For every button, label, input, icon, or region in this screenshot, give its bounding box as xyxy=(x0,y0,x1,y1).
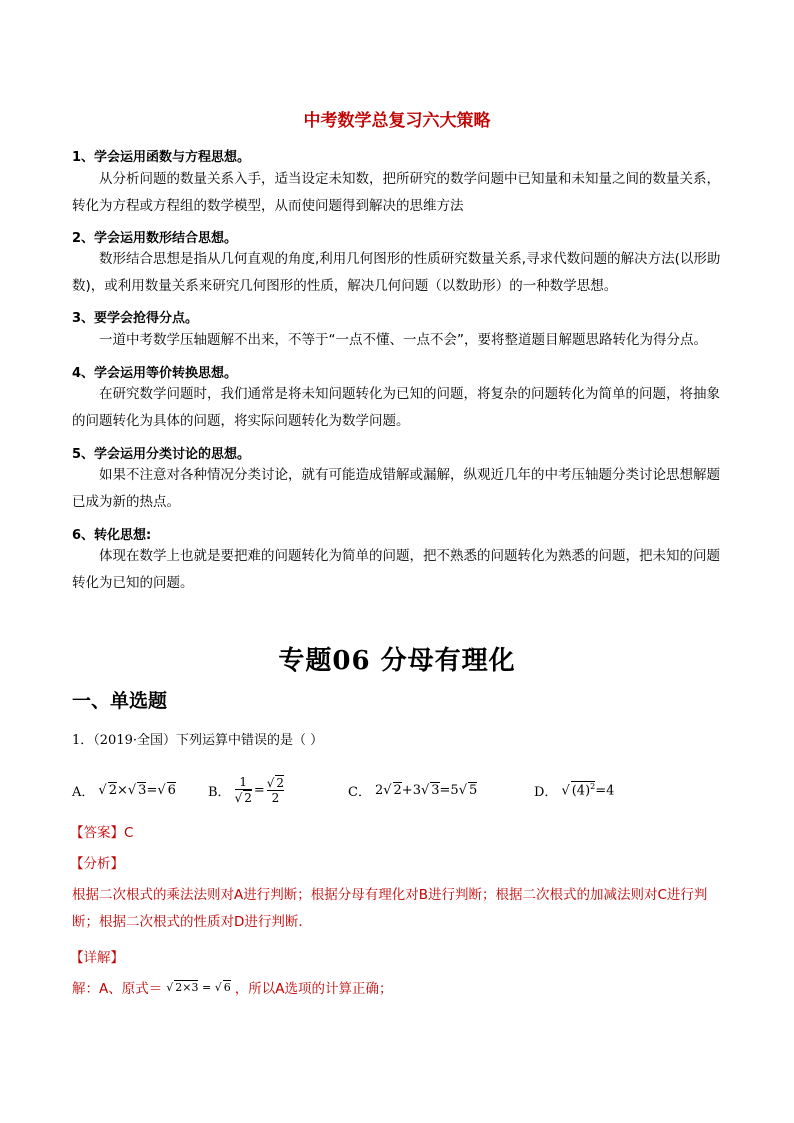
strategy-6-heading: 6、转化思想: xyxy=(72,528,152,543)
analysis-label: 【分析】 xyxy=(70,856,124,872)
option-a-label: A． xyxy=(72,784,95,800)
strategy-4-body: 在研究数学问题时，我们通常是将未知问题转化为已知的问题，将复杂的问题转化为简单的问题，将抽象的问题转化为具体的问题，将实际问题转化为数学问题。 xyxy=(72,386,720,429)
option-b-label: B． xyxy=(208,784,231,800)
question-stem: 1．（2019·全国）下列运算中错误的是（ ） xyxy=(72,733,324,748)
strategy-1-body: 从分析问题的数量关系入手，适当设定未知数，把所研究的数学问题中已知量和未知量之间的数量关系，转化为方程或方程组的数学模型，从而使问题得到解决的思维方法 xyxy=(72,171,720,214)
answer-label: 【答案】C xyxy=(70,825,134,841)
answer-options xyxy=(72,772,732,808)
strategy-6-body: 体现在数学上也就是要把难的问题转化为简单的问题，把不熟悉的问题转化为熟悉的问题，把未知的问题转化为已知的问题。 xyxy=(72,548,720,591)
option-d-label: D． xyxy=(534,784,558,800)
detail-label: 【详解】 xyxy=(70,950,124,966)
strategy-title: 中考数学总复习六大策略 xyxy=(303,111,491,131)
solution-line xyxy=(72,977,392,997)
section-heading: 一、单选题 xyxy=(72,690,168,712)
option-d xyxy=(534,772,614,808)
strategy-1-heading: 1、学会运用函数与方程思想。 xyxy=(72,150,251,165)
option-d-expression: √ $(4)^2=4$ xyxy=(561,782,615,799)
solution-prefix: 解：A、原式＝ xyxy=(72,981,163,997)
option-a xyxy=(72,772,176,808)
solution-suffix: ，所以A选项的计算正确； xyxy=(234,981,393,997)
strategy-2-body: 数形结合思想是指从几何直观的角度,利用几何图形的性质研究数量关系,寻求代数问题的解决方法(以形助数)，或利用数量关系来研究几何图形的性质，解决几何问题（以数助形）的一种数学思想。 xyxy=(72,251,721,294)
strategy-5-body: 如果不注意对各种情况分类讨论，就有可能造成错解或漏解，纵观近几年的中考压轴题分类讨论思想解题已成为新的热点。 xyxy=(72,467,720,510)
option-c-expression: 2√ 2+3√ 3=5√ 5 xyxy=(374,783,478,798)
option-a-expression: √ 2×√ 3=√ 6 xyxy=(98,783,176,798)
option-b-expression: $\frac{1}{√ 2}$ = $\frac{√ 2}{2}$ xyxy=(234,775,285,805)
option-c-label: C． xyxy=(348,784,371,800)
strategy-2-heading: 2、学会运用数形结合思想。 xyxy=(72,231,238,246)
analysis-text: 根据二次根式的乘法法则对A进行判断；根据分母有理化对B进行判断；根据二次根式的加减法则对C进行判断；根据二次根式的性质对D进行判断． xyxy=(72,887,708,930)
strategy-3-heading: 3、要学会抢得分点。 xyxy=(72,311,199,326)
topic-title: 专题06 分母有理化 xyxy=(278,646,516,676)
strategy-3-body: 一道中考数学压轴题解不出来，不等于“一点不懂、一点不会”，要将整道题目解题思路转化为得分点。 xyxy=(99,332,707,348)
strategy-5-heading: 5、学会运用分类讨论的思想。 xyxy=(72,447,251,462)
option-b xyxy=(208,772,284,808)
solution-math: √ 2×3 = √ 6 xyxy=(166,981,231,994)
option-c xyxy=(348,772,477,808)
strategy-4-heading: 4、学会运用等价转换思想。 xyxy=(72,366,238,381)
